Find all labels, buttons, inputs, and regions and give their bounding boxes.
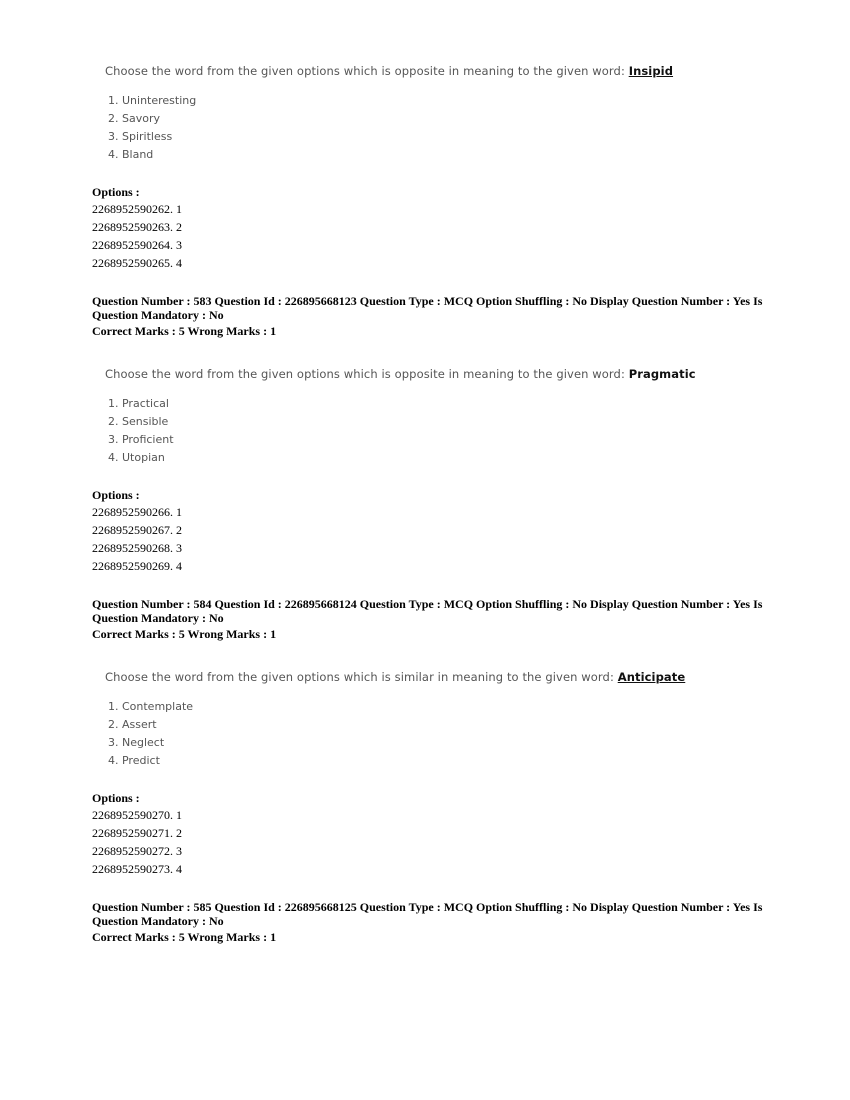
option-id: 2268952590264. 3	[92, 238, 182, 252]
option-id: 2268952590267. 2	[92, 523, 182, 537]
option-id: 2268952590266. 1	[92, 505, 182, 519]
question-marks: Correct Marks : 5 Wrong Marks : 1	[92, 324, 277, 338]
answer-choice: 2. Savory	[108, 112, 160, 125]
answer-choice: 3. Spiritless	[108, 130, 173, 143]
option-id: 2268952590262. 1	[92, 202, 182, 216]
option-id-list	[92, 503, 182, 575]
question-keyword: Anticipate	[617, 670, 686, 684]
question-meta-details: Question Number : 584 Question Id : 226895668124 Question Type : MCQ Option Shuffling : No Display Question Number : Yes Is Question Mandatory : No	[92, 597, 763, 625]
question-stem-text: Choose the word from the given options which is opposite in meaning to the given word:	[105, 367, 629, 381]
answer-choice: 1. Contemplate	[108, 700, 194, 713]
answer-choice-list	[108, 92, 196, 164]
option-id-list	[92, 200, 182, 272]
option-id: 2268952590263. 2	[92, 220, 182, 234]
option-id-list	[92, 806, 182, 878]
question-marks: Correct Marks : 5 Wrong Marks : 1	[92, 627, 277, 641]
option-id: 2268952590270. 1	[92, 808, 182, 822]
option-id: 2268952590265. 4	[92, 256, 182, 270]
answer-choice: 4. Predict	[108, 754, 160, 767]
answer-choice: 3. Neglect	[108, 736, 165, 749]
question-meta	[92, 900, 772, 944]
answer-choice: 3. Proficient	[108, 433, 174, 446]
answer-choice: 1. Practical	[108, 397, 169, 410]
question-keyword: Pragmatic	[628, 367, 696, 381]
option-id: 2268952590273. 4	[92, 862, 182, 876]
answer-choice: 4. Bland	[108, 148, 154, 161]
question-stem	[105, 367, 696, 381]
options-heading: Options :	[92, 185, 140, 199]
options-heading: Options :	[92, 488, 140, 502]
option-id: 2268952590272. 3	[92, 844, 182, 858]
question-meta	[92, 597, 772, 641]
question-stem-text: Choose the word from the given options which is opposite in meaning to the given word:	[105, 64, 629, 78]
answer-choice: 4. Utopian	[108, 451, 165, 464]
answer-choice: 2. Sensible	[108, 415, 169, 428]
question-keyword: Insipid	[628, 64, 674, 78]
option-id: 2268952590269. 4	[92, 559, 182, 573]
question-stem	[105, 64, 673, 78]
question-meta-details: Question Number : 583 Question Id : 226895668123 Question Type : MCQ Option Shuffling : No Display Question Number : Yes Is Question Mandatory : No	[92, 294, 763, 322]
option-id: 2268952590268. 3	[92, 541, 182, 555]
question-meta-details: Question Number : 585 Question Id : 226895668125 Question Type : MCQ Option Shuffling : No Display Question Number : Yes Is Question Mandatory : No	[92, 900, 763, 928]
question-marks: Correct Marks : 5 Wrong Marks : 1	[92, 930, 277, 944]
answer-choice-list	[108, 395, 174, 467]
answer-choice-list	[108, 698, 193, 770]
question-stem-text: Choose the word from the given options which is similar in meaning to the given word:	[105, 670, 618, 684]
option-id: 2268952590271. 2	[92, 826, 182, 840]
options-heading: Options :	[92, 791, 140, 805]
answer-choice: 1. Uninteresting	[108, 94, 197, 107]
answer-choice: 2. Assert	[108, 718, 157, 731]
question-stem	[105, 670, 685, 684]
question-meta	[92, 294, 772, 338]
